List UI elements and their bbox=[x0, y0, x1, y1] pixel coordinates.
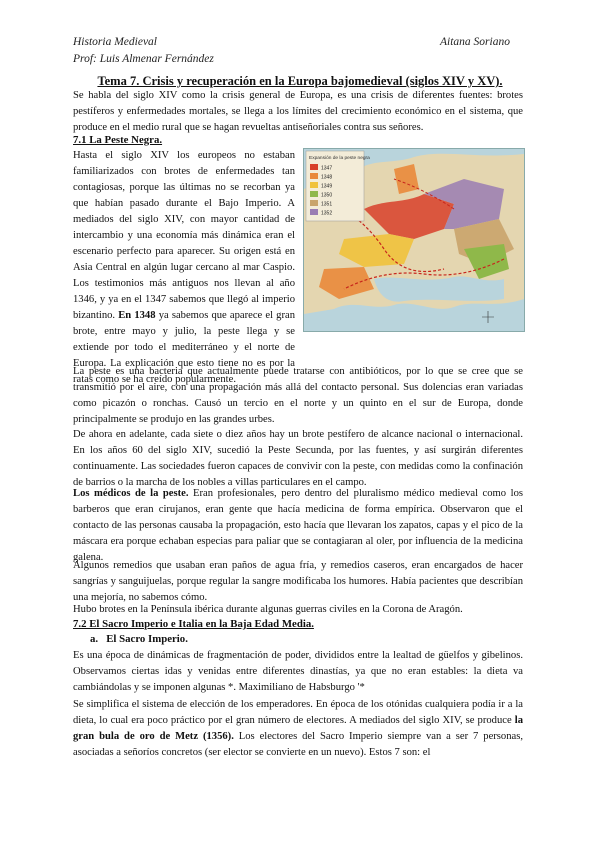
sacro-paragraph-2 bbox=[73, 697, 523, 761]
map-legend-year: 1349 bbox=[321, 183, 333, 190]
peste-wrap-text-a: Hasta el siglo XIV los europeos no estaban familiarizados con brotes de enfermedades tan contagiosas, porque las últimas no se recorban ya que habían pasado durante el Bajo Imperio. A mediados del siglo XIV, con mayor cantidad de intercambio y una economía más dinámica eran el escenario perfecto para aparecer. Su origen está en Asia Central en algún lugar cercano al mar Caspio. Los testimonios más antiguos nos llevan al año 1346, y ya en el 1347 sabemos que llegó al imperio bizantino. bbox=[73, 150, 295, 321]
map-legend-year: 1352 bbox=[321, 210, 333, 217]
peste-wrap-bold: En 1348 bbox=[118, 310, 156, 321]
subsection-title: El Sacro Imperio. bbox=[106, 633, 188, 645]
professor-name: Prof: Luis Almenar Fernández bbox=[73, 53, 214, 65]
map-legend-swatch bbox=[310, 191, 318, 197]
course-name: Historia Medieval bbox=[73, 36, 157, 48]
peste-paragraph-2: La peste es una bacteria que actualmente puede tratarse con antibióticos, por lo que se cree que se transmitió por el aire, con una propagación más allá del contacto personal. Sus dolencias eran variadas como picazón o ronchas. Causó un tercio en el norte y un quinto en el sur de Europa, donde principalmente se produjo en las grandes urbes. bbox=[73, 366, 523, 425]
peste-paragraph-3: De ahora en adelante, cada siete o diez años hay un brote pestífero de alcance nacional o internacional. En los años 60 del siglo XIV, sucedió la Peste Secunda, por las fuentes, y así surgirán diferentes continuamente. Las sociedades fueron capaces de convivir con la peste, con medidas como la confinación de barrios o la marcha de los nobles a villas particulares en el campo. bbox=[73, 429, 523, 488]
section-heading-sacro-imperio: 7.2 El Sacro Imperio e Italia en la Baja Edad Media. bbox=[73, 618, 314, 630]
map-legend-year: 1348 bbox=[321, 174, 333, 181]
sacro-paragraph-1: Es una época de dinámicas de fragmentación de poder, divididos entre la lealtad de güelfos y gibelinos. Observamos ciertas idas y venidas entre diferentes dinastías, ya que no eran estables: la dieta va cambiándolas y se imponen algunas *. Maximiliano de Habsburgo '* bbox=[73, 650, 523, 693]
map-legend-year: 1351 bbox=[321, 201, 333, 208]
section-heading-peste: 7.1 La Peste Negra. bbox=[73, 134, 163, 146]
author-name: Aitana Soriano bbox=[440, 36, 510, 48]
medicos-paragraph bbox=[73, 486, 523, 566]
subsection-heading bbox=[90, 633, 188, 645]
peninsula-paragraph: Hubo brotes en la Península ibérica durante algunas guerras civiles en la Corona de Aragón. bbox=[73, 604, 463, 615]
remedios-paragraph: Algunos remedios que usaban eran paños de agua fría, y remedios caseros, eran encargados de hacer sangrías y sanguijuelas, porque regular la sangre modificaba los humores. Había pacientes que describían una mejoría, no sabemos cómo. bbox=[73, 560, 523, 603]
map-legend-swatch bbox=[310, 164, 318, 170]
plague-map-image bbox=[303, 148, 525, 332]
plague-map-svg bbox=[304, 149, 524, 331]
map-legend-swatch bbox=[310, 173, 318, 179]
bula-de-oro-bold: la gran bula de oro de Metz (1356). bbox=[73, 715, 523, 742]
sacro-text-b: Los electores del Sacro Imperio siempre van a ser 7 personas, asociadas a señoríos concretos (ser elector se convierte en un nuevo). Estos 7 son: el bbox=[73, 731, 523, 758]
peste-wrap-paragraph bbox=[73, 148, 295, 388]
map-legend-year: 1350 bbox=[321, 192, 333, 199]
medicos-bold-lead: Los médicos de la peste. bbox=[73, 488, 189, 499]
map-legend-year: 1347 bbox=[321, 165, 333, 172]
sacro-text-a: Se simplifica el sistema de elección de los emperadores. En época de los otónidas cualquiera podía ir a la dieta, lo cual era poco práctico por el gran número de electores. A mediados del siglo XIV, se produce bbox=[73, 699, 523, 726]
map-legend-swatch bbox=[310, 182, 318, 188]
map-legend-title: Expansión de la peste negra bbox=[309, 156, 370, 161]
page-title: Tema 7. Crisis y recuperación en la Europa bajomedieval (siglos XIV y XV). bbox=[97, 74, 503, 88]
peste-wrap-text-b: ya sabemos que aparece el gran brote, entre mayo y julio, la peste llega y se extiende por todo el mediterráneo y el norte de Europa. La explicación que esto tiene no es por la ratas como se ha creído popularmente. bbox=[73, 310, 296, 385]
medicos-text: Eran profesionales, pero dentro del pluralismo médico medieval como los barberos que eran cirujanos, eran gente que hacía medicina de forma empírica. Observaron que el contacto de las personas causaba la propagación, esto hacía que llevaran los zapatos, capas y el pico de la máscara era porque echaban especias para paliar que se contagiaran al oler, por influencia de la medicina galena. bbox=[73, 488, 523, 563]
map-legend-swatch bbox=[310, 209, 318, 215]
map-legend-swatch bbox=[310, 200, 318, 206]
intro-paragraph: Se habla del siglo XIV como la crisis general de Europa, es una crisis de diferentes fuentes: brotes pestíferos y enfermedades mortales, se llega a los límites del crecimiento económico en el sistema, que produce en el medio rural que se hagan revueltas antiseñoriales contra sus señores. bbox=[73, 90, 523, 133]
subsection-marker: a. bbox=[90, 633, 99, 645]
